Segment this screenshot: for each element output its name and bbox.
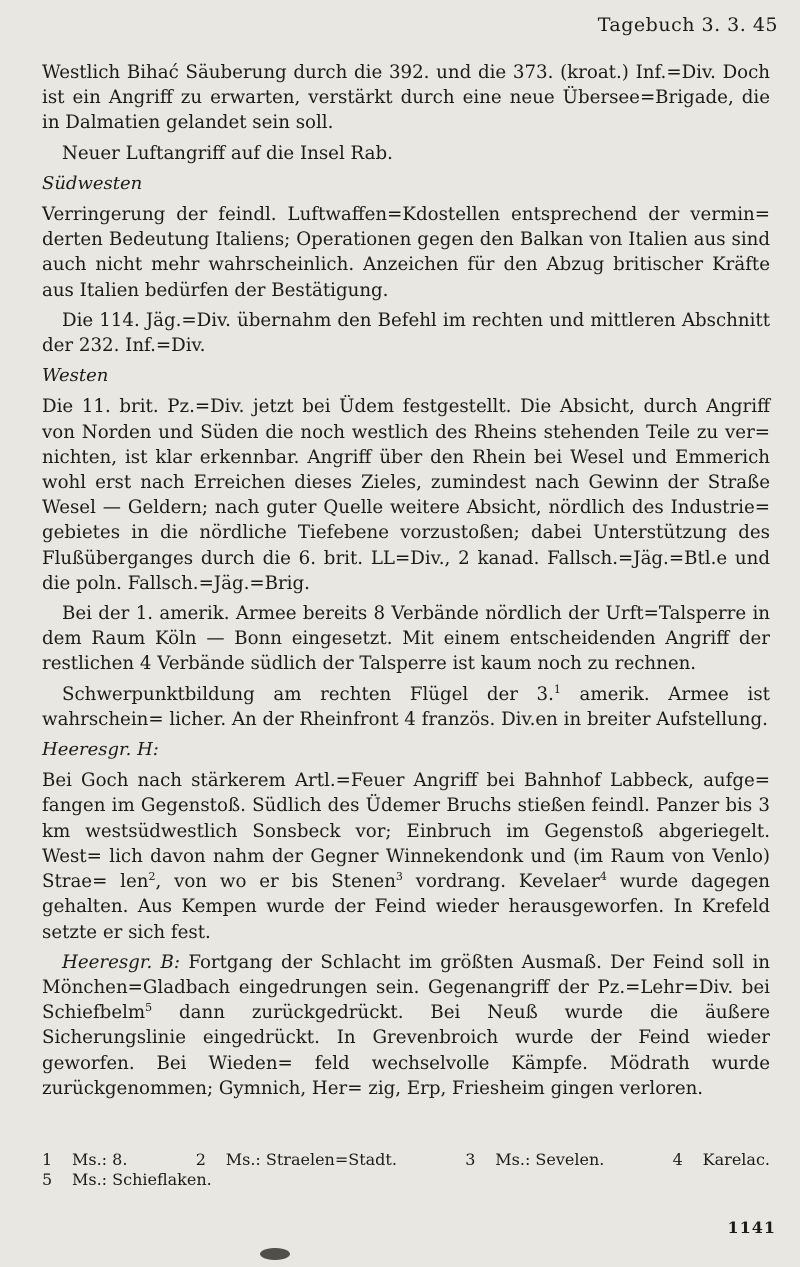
paragraph-jaeg-div: Die 114. Jäg.=Div. übernahm den Befehl im rechten und mittleren Abschnitt der 232. Inf.=Div. <box>42 309 770 357</box>
paragraph-rab: Neuer Luftangriff auf die Insel Rab. <box>62 142 393 164</box>
paragraph-amerik-armee: Bei der 1. amerik. Armee bereits 8 Verbände nördlich der Urft=Talsperre in dem Raum Köln — Bonn eingesetzt. Mit einem entscheidenden Angriff der restlichen 4 Verbände südlich der Talsperre ist kaum noch zu rechnen. <box>42 603 770 675</box>
running-head: Tagebuch 3. 3. 45 <box>597 14 778 36</box>
footnote-row <box>42 1170 770 1190</box>
footnote-ref-5: 5 <box>145 1001 153 1015</box>
paragraph-luftwaffe: Verringerung der feindl. Luftwaffen=Kdostellen entsprechend der vermin= derten Bedeutung Italiens; Operationen gegen den Balkan von Italien aus sind auch nicht mehr wahrscheinlich. Anzeichen für den Abzug britischer Kräfte aus Italien bedürfen der Bestätigung. <box>42 204 770 301</box>
heading-suedwesten: Südwesten <box>42 172 143 194</box>
footnote-2: 2 Ms.: Straelen=Stadt. <box>195 1150 397 1169</box>
footnote-3: 3 Ms.: Sevelen. <box>465 1150 605 1169</box>
heading-westen: Westen <box>42 365 109 387</box>
footnote-5: 5 Ms.: Schieflaken. <box>42 1170 212 1189</box>
page-number: 1141 <box>727 1218 776 1237</box>
paragraph-pz-div: Die 11. brit. Pz.=Div. jetzt bei Üdem festgestellt. Die Absicht, durch Angriff von Norden und Süden die noch westlich des Rheins stehenden Teile zu ver= nichten, ist klar erkennbar. Angriff über den Rhein bei Wesel und Emmerich wohl erst nach Erreichen dieses Zieles, zumindest nach Gewinn der Straße Wesel — Geldern; nach guter Quelle weitere Absicht, nördlich des Industrie= gebietes in die nördliche Tiefebene vorzustoßen; dabei Unterstützung des Flußüberganges durch die 6. brit. LL=Div., 2 kanad. Fallsch.=Jäg.=Btl.e und die poln. Fallsch.=Jäg.=Brig. <box>42 396 770 594</box>
footnote-row <box>42 1150 770 1170</box>
paragraph-schwerpunkt: Schwerpunktbildung am rechten Flügel der 3.$^1$ amerik. Armee ist wahrschein= licher. An der Rheinfront 4 französ. Div.en in breiter Aufstellung. <box>42 682 770 730</box>
paragraph-heeresgr-b: Heeresgr. B: Fortgang der Schlacht im größten Ausmaß. Der Feind soll in Mönchen=Gladbach eingedrungen sein. Gegenangriff der Pz.=Lehr=Div. bei Schiefbelm$^5$ dann zurückgedrückt. Bei Neuß wurde die äußere Sicherungslinie eingedrückt. In Grevenbroich wurde der Feind wieder geworfen. Bei Wieden= feld wechselvolle Kämpfe. Mödrath wurde zurückgenommen; Gymnich, Her= zig, Erp, Friesheim gingen verloren. <box>42 951 770 1099</box>
footnote-ref-3: 3 <box>395 870 403 884</box>
body-text <box>42 60 770 1106</box>
paragraph-goch: Bei Goch nach stärkerem Artl.=Feuer Angriff bei Bahnhof Labbeck, aufge= fangen im Gegenstoß. Südlich des Üdemer Bruchs stießen feindl. Panzer bis 3 km westsüdwestlich Sonsbeck vor; Einbruch im Gegenstoß abgeriegelt. West= lich davon nahm der Gegner Winnekendonk und (im Raum von Venlo) Strae= len$^2$, von wo er bis Stenen$^3$ vordrang. Kevelaer$^4$ wurde dagegen gehalten. Aus Kempen wurde der Feind wieder herausgeworfen. In Krefeld setzte er sich fest. <box>42 770 770 943</box>
footnote-4: 4 Karelac. <box>672 1150 770 1169</box>
heading-heeresgr-h: Heeresgr. H: <box>42 739 159 761</box>
footnote-ref-2: 2 <box>148 870 156 884</box>
footnote-ref-4: 4 <box>599 870 607 884</box>
footnote-1: 1 Ms.: 8. <box>42 1150 128 1169</box>
scan-mark <box>260 1248 290 1260</box>
footnote-ref-1: 1 <box>553 682 561 696</box>
footnotes <box>42 1150 770 1190</box>
paragraph-bihac: Westlich Bihać Säuberung durch die 392. und die 373. (kroat.) Inf.=Div. Doch ist ein Angriff zu erwarten, verstärkt durch eine neue Übersee=Brigade, die in Dalmatien gelandet sein soll. <box>42 62 770 134</box>
heading-heeresgr-b: Heeresgr. B: <box>62 951 181 973</box>
